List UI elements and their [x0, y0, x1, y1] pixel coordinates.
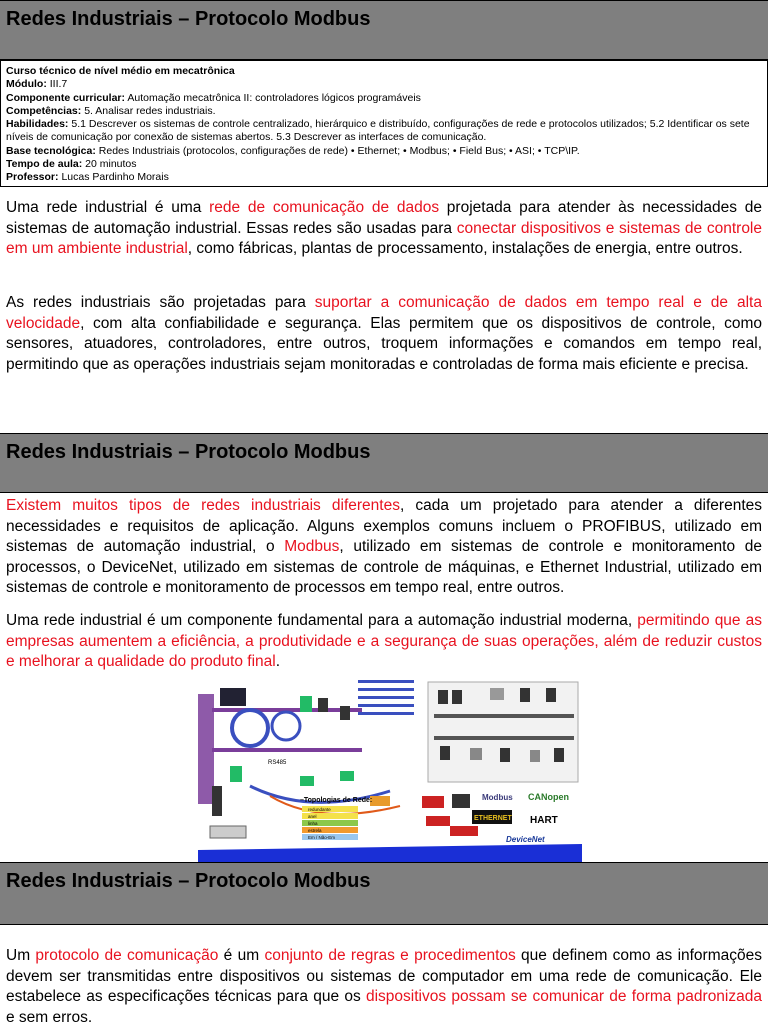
- rs485-label: RS485: [268, 760, 287, 766]
- canopen-logo: CANopen: [528, 792, 569, 802]
- text-run: , utilizado em sistemas de controle e monitoramento de processos, o DeviceNet, utilizado em sistemas de controle de máquinas, e Ethernet Industrial, utilizado em sistemas de controle e monitoramento de processos em tempo real, entre outros.: [6, 538, 762, 596]
- text-run: é um: [218, 947, 265, 964]
- highlight-run: conjunto de regras e procedimentos: [264, 947, 516, 964]
- highlight-run: Modbus: [284, 538, 340, 555]
- topology-item: Em / Não-Em: [308, 835, 336, 840]
- text-run: , cada um projetado para atender a diferentes necessidades e requisitos de aplicação. Alguns exemplos comuns incluem o PROFIBUS, utilizado em sistemas de automação industrial, o: [6, 497, 763, 555]
- text-run: .: [275, 653, 281, 670]
- slide2-paragraph-2: [6, 611, 762, 673]
- highlight-run: rede de comunicação de dados: [209, 199, 440, 216]
- ethernet-logo: ETHERNET: [474, 815, 512, 822]
- network-topology-diagram: [190, 676, 582, 862]
- topology-item: estrela: [308, 828, 322, 833]
- highlight-run: Existem muitos tipos de redes industriais diferentes: [6, 497, 400, 514]
- slide1-header: [0, 0, 768, 60]
- text-run: Uma rede industrial é um componente fundamental para a automação industrial moderna,: [6, 612, 638, 629]
- course-name: Curso técnico de nível médio em mecatrônica: [6, 65, 235, 77]
- modulo-label: Módulo:: [6, 78, 47, 91]
- right-network-illustration: [428, 682, 578, 782]
- habilidades-label: Habilidades:: [6, 118, 69, 131]
- componente-label: Componente curricular:: [6, 91, 126, 104]
- competencias-value: 5. Analisar redes industriais.: [84, 104, 216, 117]
- text-run: projetada para atender às necessidades de sistemas de automação industrial. Essas redes são usadas para: [6, 199, 762, 237]
- topology-item: redundante: [308, 807, 331, 812]
- modbus-logo: Modbus: [482, 793, 513, 802]
- slide3-title: Redes Industriais – Protocolo Modbus: [6, 870, 371, 892]
- text-run: e sem erros.: [6, 1008, 93, 1026]
- tempo-value: 20 minutos: [85, 158, 137, 171]
- professor-label: Professor:: [6, 171, 59, 184]
- modulo-value: III.7: [49, 78, 68, 91]
- highlight-run: permitindo que as empresas aumentem a eficiência, a produtividade e a segurança de suas operações, além de reduzir custos e melhorar a qualidade do produto final: [6, 612, 762, 670]
- topologias-title: –Topologias de Rede:: [300, 797, 373, 804]
- topology-item: linha: [308, 821, 318, 826]
- habilidades-value: 5.1 Descrever os sistemas de controle centralizado, hierárquico e distribuído, configurações de rede e protocolos utilizados; 5.2 Identificar os sete níveis de comunicação por conexão de sistemas abertos. 5.3 Descrever as interfaces de comunicação.: [6, 118, 750, 144]
- slide2-title: Redes Industriais – Protocolo Modbus: [6, 441, 371, 463]
- professor-value: Lucas Pardinho Morais: [61, 171, 169, 184]
- base-value: Redes Industriais (protocolos, configurações de rede) • Ethernet; • Modbus; • Field Bus; • ASI; • TCP\IP.: [98, 144, 580, 157]
- base-label: Base tecnológica:: [6, 144, 96, 157]
- text-run: , como fábricas, plantas de processamento, instalações de energia, entre outros.: [187, 240, 743, 257]
- highlight-run: conectar dispositivos e sistemas de controle em um ambiente industrial: [6, 219, 762, 257]
- topology-item: anel: [308, 814, 317, 819]
- text-run: , com alta confiabilidade e segurança. Elas permitem que os dispositivos de controle, como sensores, atuadores, controladores, entre outros, troquem informações e comandos em tempo real, permitindo que as operações industriais sejam monitoradas e controladas de forma mais eficiente e precisa.: [6, 314, 762, 373]
- text-run: As redes industriais são projetadas para: [6, 294, 315, 311]
- slide1-paragraph-2: [6, 293, 762, 375]
- slide3-paragraph-1: [6, 946, 762, 1028]
- hart-logo: HART: [530, 815, 558, 826]
- highlight-run: protocolo de comunicação: [35, 947, 219, 964]
- slide1-paragraph-1: [6, 198, 762, 260]
- text-run: Uma rede industrial é uma: [6, 199, 210, 216]
- highlight-run: suportar a comunicação de dados em tempo real e de alta velocidade: [6, 294, 762, 332]
- slide3-header: [0, 862, 768, 925]
- devicenet-logo: DeviceNet: [506, 835, 545, 844]
- text-run: que definem como as informações devem ser transmitidas entre dispositivos ou sistemas de computador em uma rede de comunicação. Ele estabelece as especificações técnicas para que os: [6, 947, 762, 1005]
- slide1-title: Redes Industriais – Protocolo Modbus: [6, 8, 371, 30]
- slide2-paragraph-1: [6, 496, 762, 599]
- highlight-run: dispositivos possam se comunicar de forma padronizada: [365, 988, 762, 1005]
- course-info-box: [0, 60, 768, 187]
- competencias-label: Competências:: [6, 104, 82, 117]
- componente-value: Automação mecatrônica II: controladores lógicos programáveis: [127, 91, 421, 104]
- text-run: Um: [6, 947, 36, 964]
- slide2-header: [0, 433, 768, 493]
- tempo-label: Tempo de aula:: [6, 158, 83, 171]
